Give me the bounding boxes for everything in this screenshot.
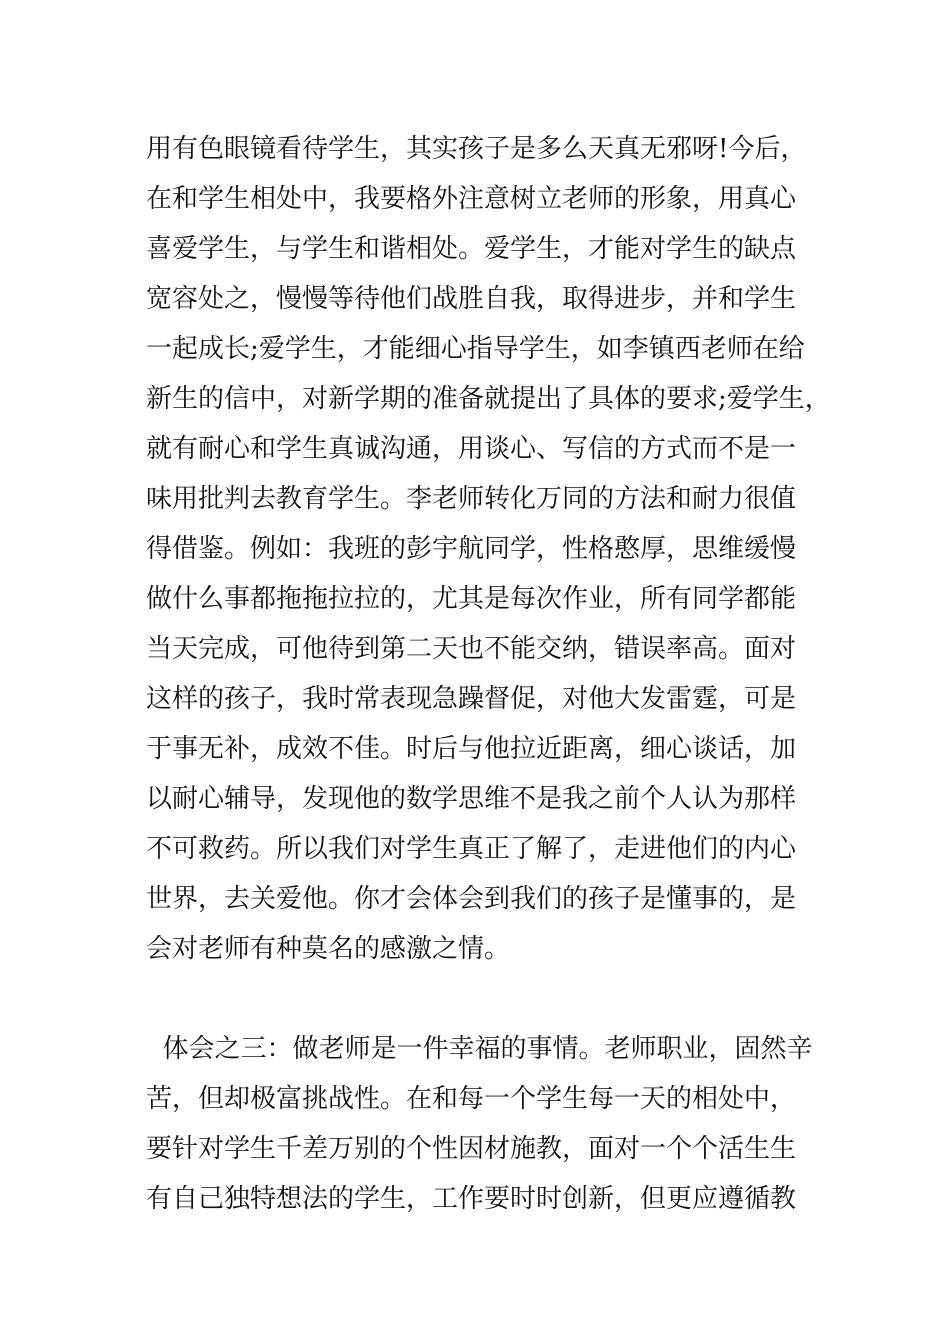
paragraph-1-line: 就有耐心和学生真诚沟通，用谈心、写信的方式而不是一: [146, 434, 797, 464]
paragraph-1-line: 于事无补，成效不佳。时后与他拉近距离，细心谈话，加: [146, 734, 797, 764]
paragraph-2-line: 体会之三：做老师是一件幸福的事情。老师职业，固然辛: [146, 1034, 813, 1064]
paragraph-1-line: 味用批判去教育学生。李老师转化万同的方法和耐力很值: [146, 484, 797, 514]
paragraph-1-line: 以耐心辅导，发现他的数学思维不是我之前个人认为那样: [146, 784, 797, 814]
paragraph-1-line: 做什么事都拖拖拉拉的，尤其是每次作业，所有同学都能: [146, 584, 797, 614]
paragraph-1-line: 喜爱学生，与学生和谐相处。爱学生，才能对学生的缺点: [146, 234, 797, 264]
paragraph-1-line: 世界，去关爱他。你才会体会到我们的孩子是懂事的，是: [146, 884, 797, 914]
paragraph-1-line: 得借鉴。例如：我班的彭宇航同学，性格憨厚，思维缓慢: [146, 534, 797, 564]
paragraph-1-line: 这样的孩子，我时常表现急躁督促，对他大发雷霆，可是: [146, 684, 797, 714]
paragraph-1-line: 当天完成，可他待到第二天也不能交纳，错误率高。面对: [146, 634, 797, 664]
paragraph-2-line: 要针对学生千差万别的个性因材施教，面对一个个活生生: [146, 1134, 797, 1164]
paragraph-2-line: 有自己独特想法的学生，工作要时时创新，但更应遵循教: [146, 1184, 797, 1214]
paragraph-1-line: 新生的信中，对新学期的准备就提出了具体的要求;爱学生，: [146, 384, 831, 414]
paragraph-1-line: 一起成长;爱学生，才能细心指导学生，如李镇西老师在给: [146, 334, 805, 364]
paragraph-1-line: 在和学生相处中，我要格外注意树立老师的形象，用真心: [146, 184, 797, 214]
paragraph-1-line: 会对老师有种莫名的感激之情。: [146, 934, 511, 964]
paragraph-1-line: 宽容处之，慢慢等待他们战胜自我，取得进步，并和学生: [146, 284, 797, 314]
paragraph-1-line: 用有色眼镜看待学生，其实孩子是多么天真无邪呀!今后，: [146, 134, 807, 164]
paragraph-2-line: 苦，但却极富挑战性。在和每一个学生每一天的相处中，: [146, 1084, 797, 1114]
paragraph-1-line: 不可救药。所以我们对学生真正了解了，走进他们的内心: [146, 834, 797, 864]
